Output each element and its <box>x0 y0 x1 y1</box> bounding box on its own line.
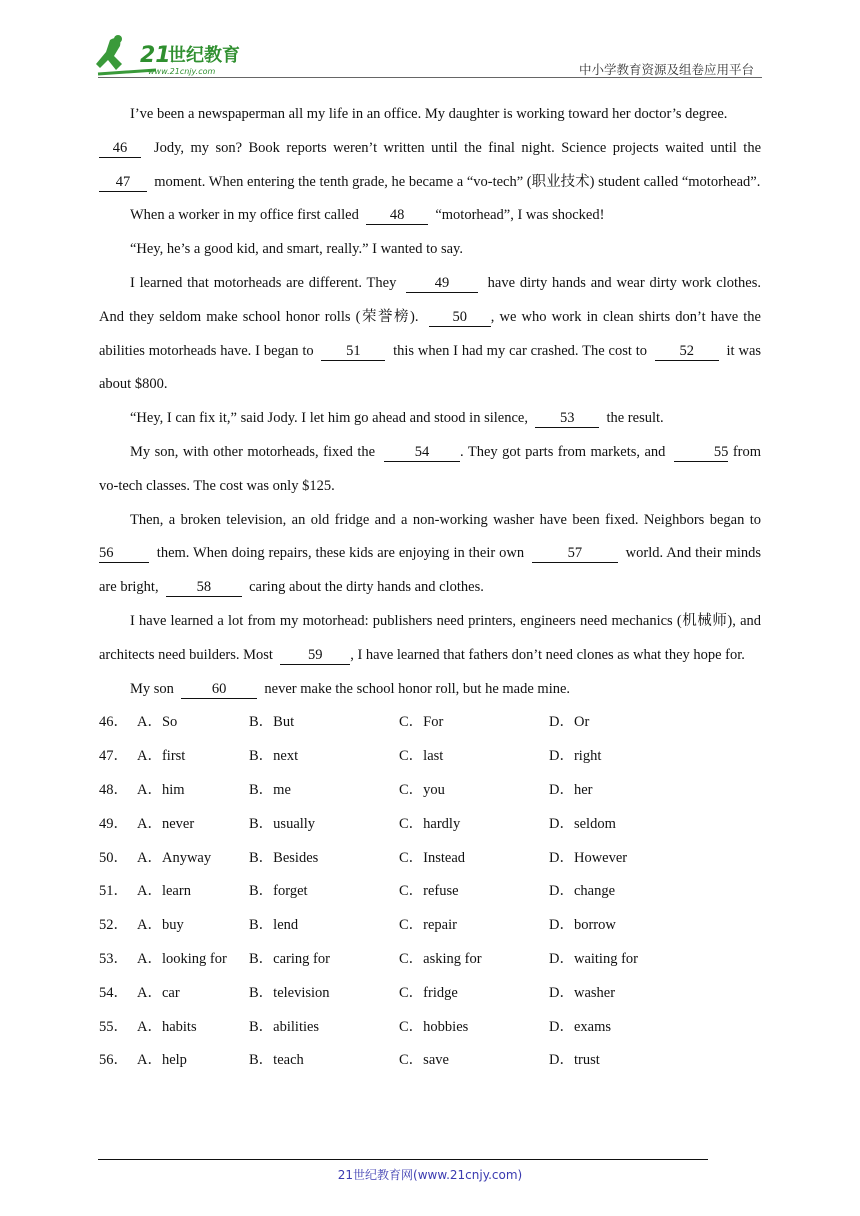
paragraph-2: When a worker in my office first called 48 “motorhead”, I was shocked! <box>130 207 605 224</box>
option-row <box>99 842 761 876</box>
option-b: B．me <box>249 781 291 798</box>
option-row <box>99 808 761 842</box>
option-row <box>99 1044 761 1078</box>
option-b: B．teach <box>249 1052 304 1069</box>
option-a: A．Anyway <box>137 849 212 866</box>
option-c: C．last <box>399 748 444 765</box>
page-header <box>0 0 860 80</box>
question-number: 47． <box>99 748 128 765</box>
blank-47: 47 <box>99 173 147 192</box>
paragraph-5: “Hey, I can fix it,” said Jody. I let him go ahead and stood in silence, 53 the result. <box>130 410 664 427</box>
option-a: A．habits <box>137 1018 197 1035</box>
option-c: C．repair <box>399 917 457 934</box>
option-b: B．caring for <box>249 950 330 967</box>
option-d: D．exams <box>549 1018 612 1035</box>
option-b: B．But <box>249 714 295 731</box>
blank-50: 50 <box>429 308 491 327</box>
option-b: B．television <box>249 984 330 1001</box>
question-number: 46． <box>99 714 128 731</box>
option-c: C．asking for <box>399 950 482 967</box>
blank-48: 48 <box>366 206 428 225</box>
option-row <box>99 977 761 1011</box>
option-c: C．refuse <box>399 883 459 900</box>
option-d: D．change <box>549 883 616 900</box>
option-d: D．right <box>549 748 602 765</box>
question-number: 54． <box>99 984 128 1001</box>
question-number: 51． <box>99 883 128 900</box>
option-c: C．Instead <box>399 849 466 866</box>
question-number: 49． <box>99 815 128 832</box>
blank-60: 60 <box>181 680 257 699</box>
option-d: D．However <box>549 849 628 866</box>
option-c: C．hardly <box>399 815 461 832</box>
question-number: 48． <box>99 781 128 798</box>
option-d: D．borrow <box>549 917 616 934</box>
option-b: B．forget <box>249 883 308 900</box>
option-row <box>99 706 761 740</box>
document-body <box>99 98 761 1078</box>
answer-options <box>99 706 761 1078</box>
option-a: A．learn <box>137 883 191 900</box>
blank-51: 51 <box>321 342 385 361</box>
question-number: 52． <box>99 917 128 934</box>
option-b: B．usually <box>249 815 316 832</box>
paragraph-8: I have learned a lot from my motorhead: publishers need printers, engineers need mechanics (机械师), and architects need builders. Most 59 , I have learned that fathers don’t need clones as what they hope for. <box>99 612 761 663</box>
blank-53: 53 <box>535 409 599 428</box>
option-b: B．abilities <box>249 1018 320 1035</box>
blank-59: 59 <box>280 646 350 665</box>
option-c: C．you <box>399 781 445 798</box>
option-a: A．help <box>137 1052 187 1069</box>
option-row <box>99 875 761 909</box>
question-number: 53． <box>99 950 128 967</box>
paragraph-4: I learned that motorheads are different. They 49 have dirty hands and wear dirty work clothes. And they seldom make school honor rolls (荣誉榜). 50 , we who work in clean shirts don’t have the abilities motorheads have. I began to 51 this when I had my car crashed. The cost to 52 it was about $800. <box>99 274 762 393</box>
site-logo <box>96 34 266 78</box>
blank-57: 57 <box>532 544 618 563</box>
blank-52: 52 <box>655 342 719 361</box>
option-a: A．looking for <box>137 950 227 967</box>
blank-56: 56 <box>99 544 149 563</box>
option-d: D．trust <box>549 1052 600 1069</box>
option-d: D．Or <box>549 714 590 731</box>
option-d: D．seldom <box>549 815 616 832</box>
option-row <box>99 1011 761 1045</box>
blank-54: 54 <box>384 443 460 462</box>
option-d: D．washer <box>549 984 616 1001</box>
option-c: C．For <box>399 714 444 731</box>
option-c: C．hobbies <box>399 1018 469 1035</box>
paragraph-1: I’ve been a newspaperman all my life in an office. My daughter is working toward her doctor’s degree. <box>130 106 728 122</box>
paragraph-3: “Hey, he’s a good kid, and smart, really.” I wanted to say. <box>130 241 463 258</box>
option-b: B．Besides <box>249 849 319 866</box>
blank-46: 46 <box>99 139 141 158</box>
option-d: D．her <box>549 781 593 798</box>
blank-58: 58 <box>166 578 242 597</box>
option-a: A．buy <box>137 917 184 934</box>
option-a: A．him <box>137 781 185 798</box>
paragraph-6: My son, with other motorheads, fixed the 54 . They got parts from markets, and 55 from vo-tech classes. The cost was only $125. <box>99 443 762 494</box>
svg-text:世纪教育: 世纪教育 <box>168 45 240 66</box>
option-row <box>99 909 761 943</box>
option-row <box>99 740 761 774</box>
option-c: C．save <box>399 1052 449 1069</box>
option-c: C．fridge <box>399 984 458 1001</box>
question-number: 55． <box>99 1018 128 1035</box>
question-number: 56． <box>99 1052 128 1069</box>
option-a: A．never <box>137 815 195 832</box>
option-row <box>99 943 761 977</box>
svg-text:21: 21 <box>140 43 171 68</box>
option-a: A．first <box>137 748 186 765</box>
question-number: 50． <box>99 849 128 866</box>
paragraph-7: Then, a broken television, an old fridge and a non-working washer have been fixed. Neighbors began to 56 them. When doing repairs, these kids are enjoying in their own 57 world. And their minds are bright, 58 caring about the dirty hands and clothes. <box>99 511 762 596</box>
option-d: D．waiting for <box>549 950 638 967</box>
header-divider <box>98 77 762 78</box>
footer-divider <box>98 1159 708 1160</box>
option-b: B．next <box>249 748 299 765</box>
footer-text: 21世纪教育网(www.21cnjy.com) <box>337 1168 523 1182</box>
blank-49: 49 <box>406 274 478 293</box>
platform-name: 中小学教育资源及组卷应用平台 <box>578 62 754 77</box>
logo-url-text: www.21cnjy.com <box>148 67 216 76</box>
option-b: B．lend <box>249 917 299 934</box>
paragraph-9: My son 60 never make the school honor roll, but he made mine. <box>130 680 571 697</box>
paragraph-1-cont: 46 Jody, my son? Book reports weren’t written until the final night. Science projects waited until the 47 moment. When entering the tenth grade, he became a “vo-tech” (职业技术) student called “motorhead”. <box>99 132 761 200</box>
option-a: A．So <box>137 714 178 731</box>
option-row <box>99 774 761 808</box>
blank-55: 55 <box>674 443 728 462</box>
option-a: A．car <box>137 984 180 1001</box>
